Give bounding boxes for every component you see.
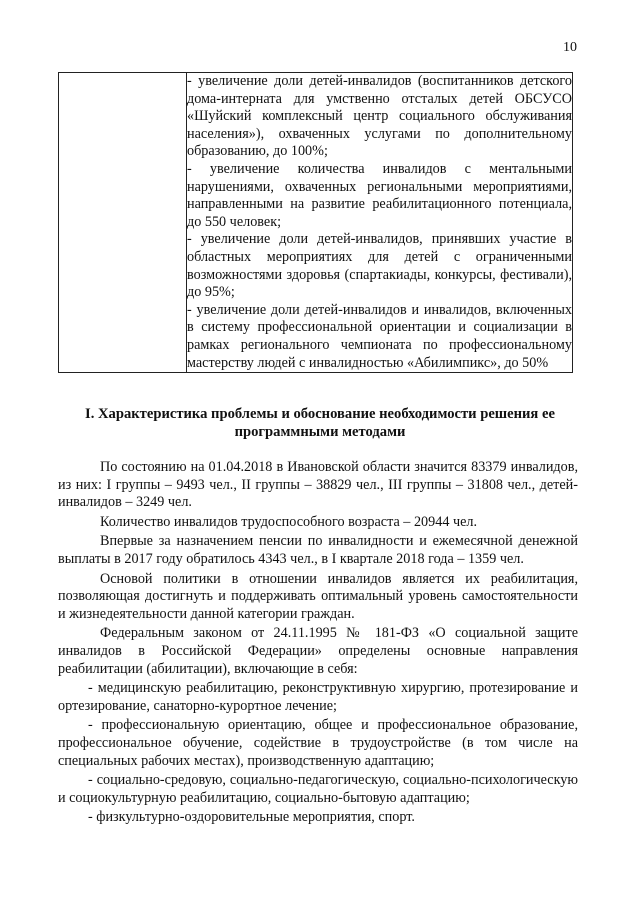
list-item: - профессиональную ориентацию, общее и профессиональное образование, профессиональное обучение, содействие в трудоустройстве (в том числе на специальных рабочих местах), производственную адаптацию; [58, 717, 578, 769]
paragraph: Впервые за назначением пенсии по инвалидности и ежемесячной денежной выплаты в 2017 году обратилось 4343 чел., в I квартале 2018 года – 1359 чел. [58, 533, 578, 567]
goal-item: - увеличение количества инвалидов с ментальными нарушениями, охваченных региональными мероприятиями, направленными на развитие реабилитационного потенциала, до 550 человек; [187, 160, 572, 230]
section-body [58, 459, 578, 829]
paragraph: По состоянию на 01.04.2018 в Ивановской области значится 83379 инвалидов, из них: I группы – 9493 чел., II группы – 38829 чел., III группы – 31808 чел., детей-инвалидов – 3249 чел. [58, 459, 578, 511]
paragraph: Федеральным законом от 24.11.1995 № 181-ФЗ «О социальной защите инвалидов в Российской Федерации» определены основные направления реабилитации (абилитации), включающие в себя: [58, 625, 578, 677]
list-item: - социально-средовую, социально-педагогическую, социально-психологическую и социокультурную реабилитацию, социально-бытовую адаптацию; [58, 772, 578, 806]
paragraph: Количество инвалидов трудоспособного возраста – 20944 чел. [100, 513, 478, 530]
paragraph: Основой политики в отношении инвалидов является их реабилитация, позволяющая достигнуть и поддерживать оптимальный уровень самостоятельности и жизнедеятельности данной категории граждан. [58, 570, 578, 622]
goal-item: - увеличение доли детей-инвалидов и инвалидов, включенных в систему профессиональной ориентации и социализации в рамках регионального чемпионата по профессиональному мастерству людей с инвалидностью «Абилимпикс», до 50% [187, 301, 572, 371]
section-title: I. Характеристика проблемы и обоснование необходимости решения ее программными методами [85, 406, 555, 440]
table-row [59, 73, 573, 373]
table-left-cell [59, 73, 187, 373]
list-item: - медицинскую реабилитацию, реконструктивную хирургию, протезирование и ортезирование, санаторно-курортное лечение; [58, 680, 578, 714]
goal-item: - увеличение доли детей-инвалидов (воспитанников детского дома-интерната для умственно отсталых детей ОБСУСО «Шуйский комплексный центр социального обслуживания населения»), охваченных услугами по дополнительному образованию, до 100%; [187, 73, 572, 160]
page-number: 10 [563, 40, 577, 55]
goal-item: - увеличение доли детей-инвалидов, принявших участие в областных мероприятиях для детей с ограниченными возможностями здоровья (спартакиады, конкурсы, фестивали), до 95%; [187, 231, 572, 301]
goals-table [58, 72, 573, 373]
table-right-cell [187, 73, 573, 373]
list-item: - физкультурно-оздоровительные мероприятия, спорт. [88, 809, 415, 826]
